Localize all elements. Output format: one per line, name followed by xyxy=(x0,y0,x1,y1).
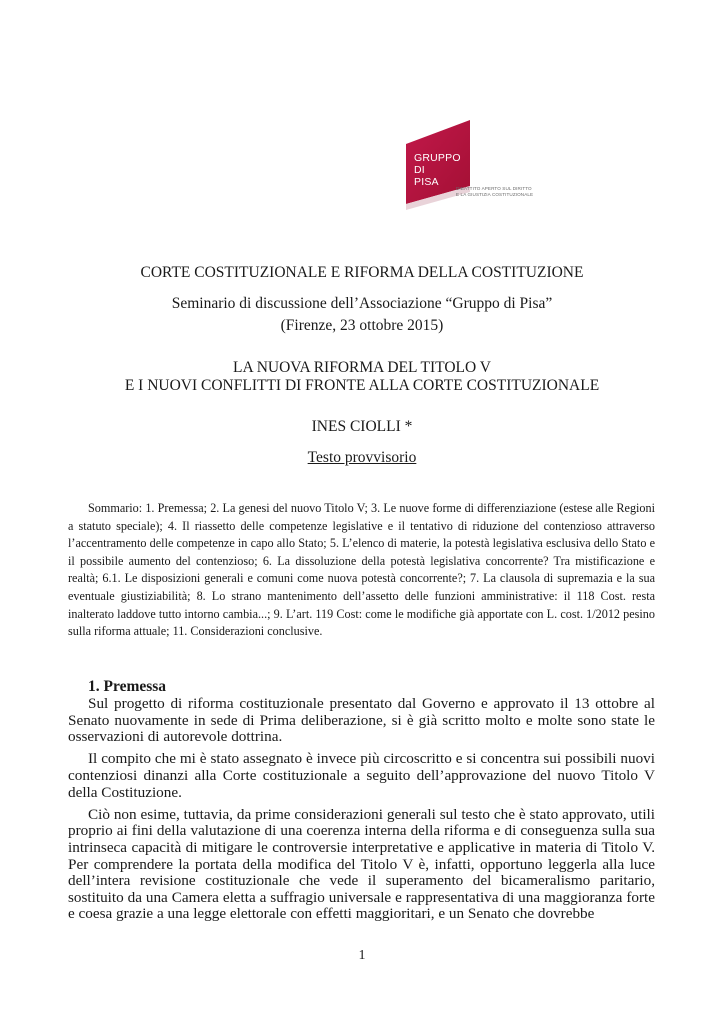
section-heading: 1. Premessa xyxy=(88,678,167,695)
logo-tagline-2: E LA GIUSTIZIA COSTITUZIONALE xyxy=(456,192,534,197)
status-line-wrap xyxy=(0,449,724,467)
paper-title-line-1: LA NUOVA RIFORMA DEL TITOLO V xyxy=(233,359,491,376)
gruppo-di-pisa-logo xyxy=(400,118,550,218)
section-body xyxy=(68,696,655,929)
logo-tagline-1: DIBATTITO APERTO SUL DIRITTO xyxy=(456,186,532,191)
table-of-contents-summary: Sommario: 1. Premessa; 2. La genesi del nuovo Titolo V; 3. Le nuove forme di differenziazione (estese alle Regioni a statuto speciale); 4. Il riassetto delle competenze legislative e il tentativo di riduzione del contenzioso attraverso l’accentramento delle competenze in capo allo Stato; 5. L’elenco di materie, la potestà legislativa esclusiva dello Stato e il possibile aumento del contenzioso; 6. La dissoluzione della potestà legislativa concorrente? Tra mistificazione e realtà; 6.1. Le disposizioni generali e comuni come nuova potestà concorrente?; 7. La clausola di supremazia e la sua eventuale giustiziabilità; 8. Lo strano mantenimento dell’assetto delle funzioni amministrative: il 118 Cost. resta inalterato laddove tutto intorno cambia...; 9. L’art. 119 Cost: come le modifiche già apportate con L. cost. 1/2012 pesino sulla riforma attuale; 11. Considerazioni conclusive. xyxy=(68,501,655,639)
logo-tagline xyxy=(456,186,548,198)
author-name: INES CIOLLI * xyxy=(311,418,413,435)
body-paragraph-2: Il compito che mi è stato assegnato è invece più circoscritto e si concentra sui possibili nuovi contenziosi dinanzi alla Corte costituzionale a seguito dell’approvazione del nuovo Titolo V della Costituzione. xyxy=(68,750,655,801)
conference-title: CORTE COSTITUZIONALE E RIFORMA DELLA COSTITUZIONE xyxy=(140,264,584,281)
paper-title-line-2: E I NUOVI CONFLITTI DI FRONTE ALLA CORTE COSTITUZIONALE xyxy=(124,377,600,394)
body-paragraph-1: Sul progetto di riforma costituzionale presentato dal Governo e approvato il 13 ottobre al Senato nuovamente in sede di Prima deliberazione, si è già scritto molto e molte sono state le osservazioni di autorevole dottrina. xyxy=(68,695,655,746)
logo-line-1: GRUPPO xyxy=(414,152,461,164)
logo-line-2: DI xyxy=(414,164,425,176)
seminar-subtitle: Seminario di discussione dell’Associazione “Gruppo di Pisa” xyxy=(171,295,553,312)
logo-line-3: PISA xyxy=(414,176,439,188)
place-date: (Firenze, 23 ottobre 2015) xyxy=(280,317,444,334)
body-paragraph-3: Ciò non esime, tuttavia, da prime considerazioni generali sul testo che è stato approvato, utili proprio ai fini della valutazione di una coerenza interna della riforma e di conseguenza sulla sua intrinseca capacità di mitigare le controversie interpretative e applicative in materia di Titolo V. Per comprendere la portata della modifica del Titolo V è, infatti, opportuno leggerla alla luce dell’intera revisione costituzionale che vede il superamento del bicameralismo paritario, sostituito da una Camera eletta a suffragio universale e rappresentativa di una maggioranza forte e coesa grazie a una legge elettorale con effetti maggioritari, e un Senato che dovrebbe xyxy=(68,805,655,923)
draft-status: Testo provvisorio xyxy=(307,449,417,466)
logo-wordmark xyxy=(414,152,461,188)
page-number: 1 xyxy=(358,948,366,963)
